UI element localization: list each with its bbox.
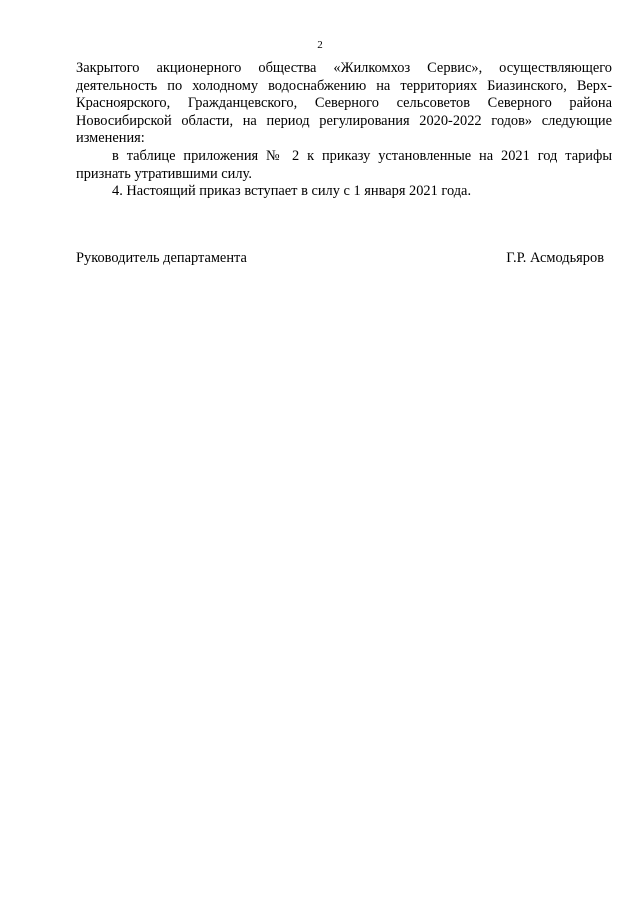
signature-block	[76, 250, 604, 268]
page-number: 2	[317, 39, 323, 51]
paragraph-tariffs-void: в таблице приложения № 2 к приказу установленные на 2021 год тарифы признать утратившими силу.	[76, 147, 612, 182]
document-body	[76, 60, 612, 201]
signer-name: Г.Р. Асмодьяров	[506, 250, 604, 266]
signer-position: Руководитель департамента	[76, 250, 247, 266]
paragraph-effective-date: 4. Настоящий приказ вступает в силу с 1 января 2021 года.	[112, 183, 472, 200]
paragraph-amendment-intro: Закрытого акционерного общества «Жилкомхоз Сервис», осуществляющего деятельность по холодному водоснабжению на территориях Биазинского, Верх-Красноярского, Гражданцевского, Северного сельсоветов Северного района Новосибирской области, на период регулирования 2020-2022 годов» следующие изменения:	[76, 60, 612, 147]
